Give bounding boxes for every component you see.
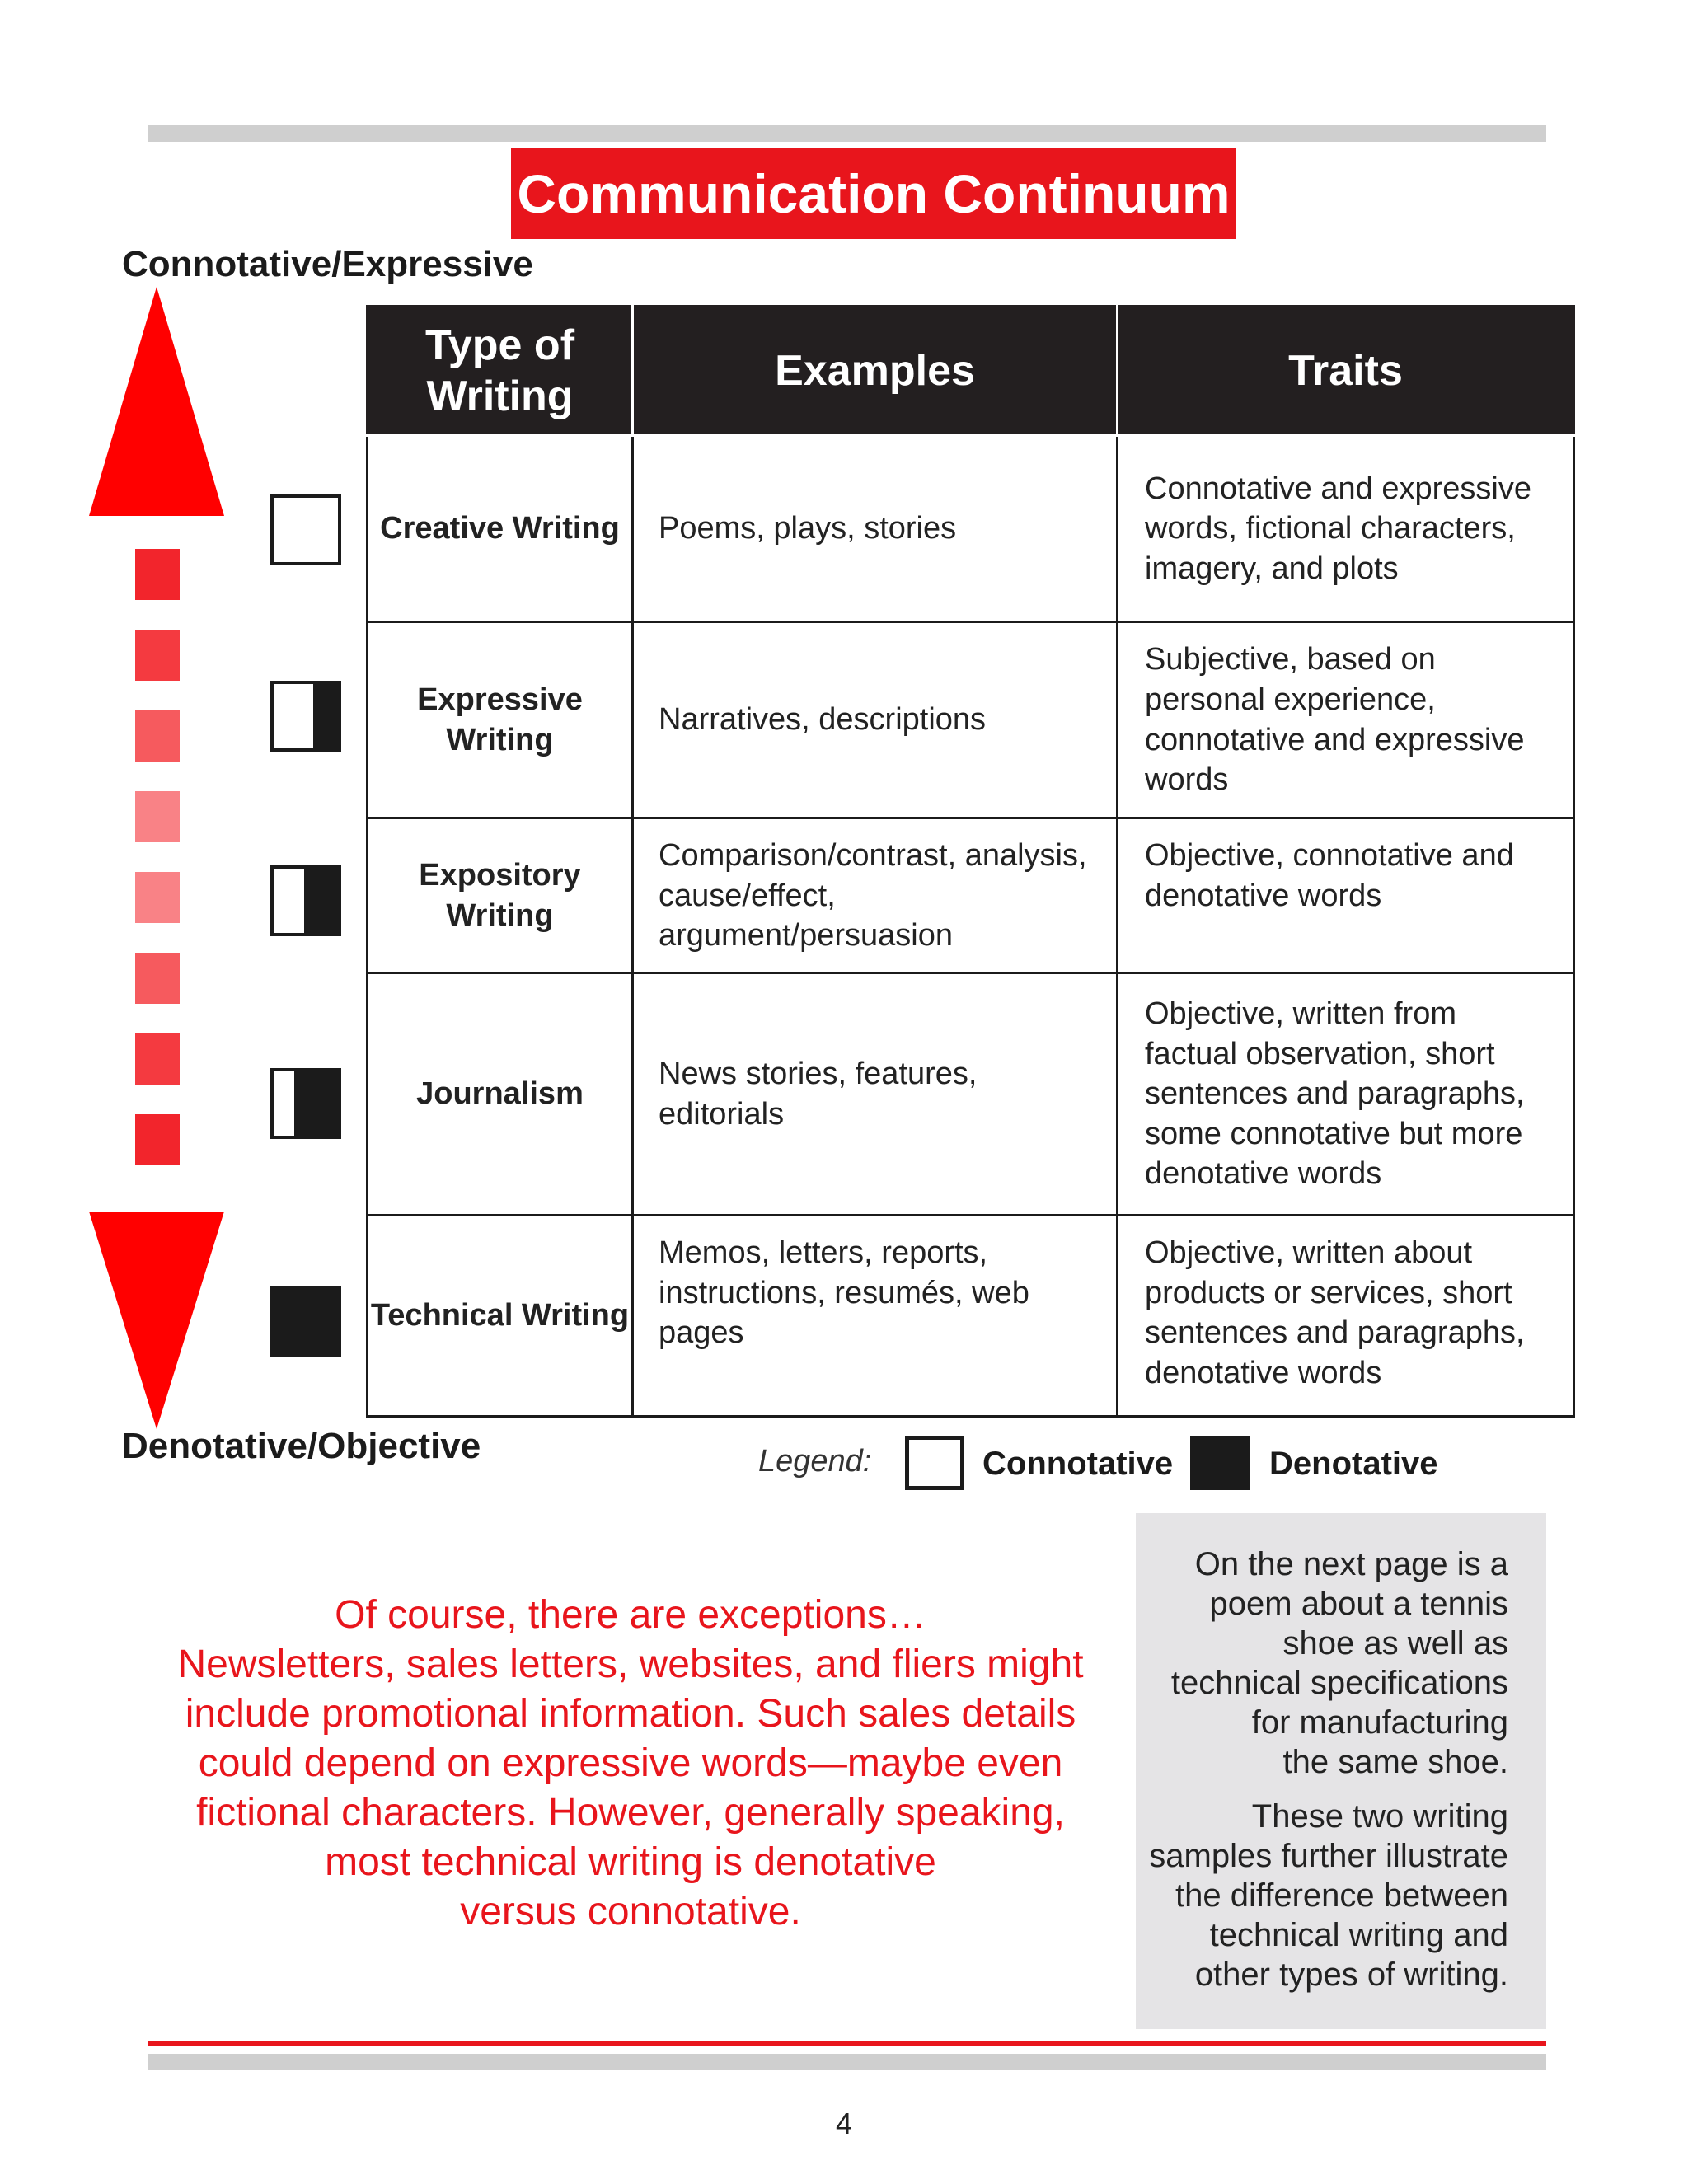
column-header: Traits	[1118, 307, 1574, 436]
legend-connotative: Connotative	[982, 1446, 1174, 1482]
traits-cell: Objective, written from factual observation, short sentences and paragraphs, some connotative but more denotative words	[1118, 973, 1574, 1216]
page-title: Communication Continuum	[511, 148, 1236, 239]
note-line: fictional characters. However, generally speaking,	[196, 1791, 1065, 1835]
note-line: include promotional information. Such sales details	[185, 1692, 1076, 1736]
continuum-dash	[135, 1114, 180, 1165]
writing-type: Creative Writing	[368, 436, 633, 622]
denotative-square-icon	[1190, 1436, 1250, 1490]
note-line: Newsletters, sales letters, websites, and fliers might	[177, 1643, 1084, 1686]
axis-label-connotative: Connotative/Expressive	[122, 244, 533, 284]
legend-label: Legend:	[758, 1444, 872, 1479]
column-header: Examples	[633, 307, 1118, 436]
column-header: Type of Writing	[368, 307, 633, 436]
writing-type: Journalism	[368, 973, 633, 1216]
ratio-square-icon	[270, 494, 341, 565]
table-row	[368, 973, 1574, 1216]
arrow-down-icon	[89, 1212, 224, 1429]
writing-type: Technical Writing	[368, 1216, 633, 1417]
examples-cell: Memos, letters, reports, instructions, resumés, web pages	[633, 1216, 1118, 1417]
top-rule	[148, 125, 1546, 142]
continuum-dash	[135, 872, 180, 923]
examples-cell: Comparison/contrast, analysis, cause/effect, argument/persuasion	[633, 818, 1118, 973]
continuum-dash	[135, 953, 180, 1004]
legend-denotative: Denotative	[1269, 1446, 1438, 1482]
page-number: 4	[835, 2107, 853, 2140]
examples-cell: News stories, features, editorials	[633, 973, 1118, 1216]
examples-cell: Poems, plays, stories	[633, 436, 1118, 622]
bottom-rule-red	[148, 2041, 1546, 2046]
traits-cell: Objective, connotative and denotative words	[1118, 818, 1574, 973]
sidebar-callout	[1136, 1513, 1546, 2029]
writing-type: Expressive Writing	[368, 622, 633, 818]
continuum-dash	[135, 710, 180, 762]
table-header-row	[368, 307, 1574, 436]
table-row	[368, 622, 1574, 818]
continuum-dash	[135, 549, 180, 600]
table-row	[368, 1216, 1574, 1417]
continuum-dash	[135, 791, 180, 842]
note-line: versus connotative.	[460, 1890, 801, 1933]
continuum-dash	[135, 1033, 180, 1085]
sidebar-paragraph: These two writing samples further illustrate the difference between technical writing and other types of writing.	[1149, 1798, 1508, 1993]
note-line: could depend on expressive words—maybe even	[198, 1741, 1063, 1785]
continuum-dash	[135, 630, 180, 681]
table-row	[368, 818, 1574, 973]
connotative-square-icon	[905, 1436, 964, 1490]
traits-cell: Objective, written about products or services, short sentences and paragraphs, denotative words	[1118, 1216, 1574, 1417]
traits-cell: Subjective, based on personal experience, connotative and expressive words	[1118, 622, 1574, 818]
ratio-square-icon	[270, 1068, 341, 1139]
ratio-square-icon	[270, 1286, 341, 1357]
traits-cell: Connotative and expressive words, fictional characters, imagery, and plots	[1118, 436, 1574, 622]
sidebar-paragraph: On the next page is a poem about a tennis shoe as well as technical specifications for manufacturing the same shoe.	[1170, 1546, 1508, 1780]
ratio-square-icon	[270, 681, 341, 752]
bottom-rule-gray	[148, 2054, 1546, 2070]
continuum-table	[366, 305, 1575, 1418]
note-line: most technical writing is denotative	[325, 1840, 936, 1884]
note-line: Of course, there are exceptions…	[335, 1593, 926, 1637]
exceptions-note	[165, 1591, 1096, 1937]
writing-type: Expository Writing	[368, 818, 633, 973]
axis-label-denotative: Denotative/Objective	[122, 1426, 481, 1466]
table-row	[368, 436, 1574, 622]
ratio-square-icon	[270, 865, 341, 936]
examples-cell: Narratives, descriptions	[633, 622, 1118, 818]
arrow-up-icon	[89, 287, 224, 516]
